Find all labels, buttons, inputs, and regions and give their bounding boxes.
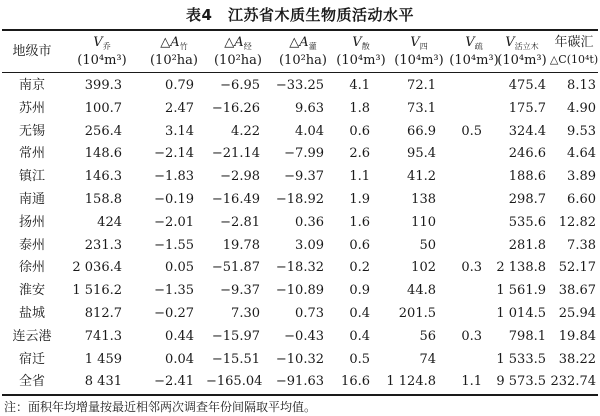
header-v-huolimu: $V_{活立木}$ (10⁴m³) [497,34,547,68]
cell-delta-a-guan: −33.25 [275,78,324,93]
cell-delta-a-guan: −91.63 [275,374,324,390]
cell-delta-a-jing: −15.51 [211,351,260,367]
cell-v-si: 50 [419,237,436,253]
cell-delta-a-guan: −0.43 [284,328,324,344]
header-delta-a-guan: $\triangle A_灌$ (10²ha) [278,34,328,68]
cell-delta-a-zhu: 0.79 [165,78,194,93]
cell-carbon-sink: 8.13 [567,78,596,93]
cell-delta-a-guan: −10.89 [275,283,324,299]
cell-v-huolimu: 798.1 [508,328,546,344]
cell-v-qiao: 146.3 [84,169,122,185]
cell-v-shu: 1.1 [461,374,482,390]
cell-v-san: 0.6 [349,123,370,139]
cell-delta-a-jing: −6.95 [220,78,260,93]
cell-delta-a-zhu: 0.44 [165,328,194,344]
cell-delta-a-zhu: −2.01 [154,214,194,230]
header-city: 地级市 [12,43,52,59]
cell-v-san: 1.8 [349,100,370,116]
table-footnote: 注：面积年均增量按最近相邻两次调查年份间隔取平均值。 [4,400,317,414]
cell-v-si: 44.8 [407,283,436,299]
cell-delta-a-guan: 4.04 [295,123,324,139]
cell-delta-a-zhu: 2.47 [165,100,194,116]
cell-v-huolimu: 246.6 [508,146,546,162]
cell-city-name: 南通 [18,192,45,207]
header-carbon-sink: 年碳汇 △C(10⁴t) [549,35,599,66]
cell-city-name: 南京 [18,78,45,93]
cell-v-huolimu: 9 573.5 [496,374,546,390]
cell-delta-a-zhu: 0.05 [165,260,194,276]
cell-v-si: 1 124.8 [386,374,436,390]
cell-v-qiao: 231.3 [84,237,122,253]
table-bottom-rule [2,394,598,396]
cell-delta-a-jing: −165.04 [206,374,263,390]
cell-delta-a-zhu: −1.83 [154,169,194,185]
cell-v-huolimu: 324.4 [508,123,546,139]
header-delta-a-jing: $\triangle A_经$ (10²ha) [213,34,263,68]
cell-city-name: 苏州 [18,100,45,116]
cell-v-si: 102 [411,260,436,276]
cell-v-shu [452,97,482,120]
cell-v-shu [452,165,482,188]
cell-carbon-sink: 4.64 [567,146,596,162]
cell-carbon-sink: 6.60 [567,192,596,207]
cell-carbon-sink: 38.22 [558,351,596,367]
header-v-qiao: $V_乔$ (10⁴m³) [77,34,127,68]
cell-v-huolimu: 298.7 [508,192,546,207]
header-delta-a-zhu: $\triangle A_竹$ (10²ha) [149,34,199,68]
cell-delta-a-jing: −16.49 [211,192,260,207]
cell-v-san: 2.6 [349,146,370,162]
cell-carbon-sink: 232.74 [550,374,596,390]
cell-v-si: 73.1 [407,100,436,116]
cell-carbon-sink: 12.82 [558,214,596,230]
cell-delta-a-zhu: −2.14 [154,146,194,162]
cell-carbon-sink: 9.53 [567,123,596,139]
cell-v-shu [452,211,482,234]
table-header-rule [2,72,598,73]
cell-v-huolimu: 281.8 [508,237,546,253]
cell-city-name: 盐城 [18,306,45,321]
cell-v-si: 72.1 [407,78,436,93]
cell-delta-a-zhu: −0.19 [154,192,194,207]
cell-delta-a-guan: 3.09 [295,237,324,253]
cell-delta-a-zhu: −1.55 [154,237,194,253]
cell-v-qiao: 1 516.2 [72,283,122,299]
cell-v-san: 1.1 [349,169,370,185]
cell-v-shu [452,348,482,371]
header-v-shu: $V_疏$ (10⁴m³) [449,34,499,68]
cell-v-san: 1.6 [349,214,370,230]
cell-v-shu: 0.5 [461,123,482,139]
cell-city-name: 宿迁 [18,351,45,367]
cell-city-name: 常州 [18,146,45,162]
cell-v-si: 56 [419,328,436,344]
cell-delta-a-jing: −2.98 [220,169,260,185]
cell-v-huolimu: 188.6 [508,169,546,185]
cell-v-huolimu: 175.7 [508,100,546,116]
cell-delta-a-zhu: −2.41 [154,374,194,390]
cell-v-san: 0.9 [349,283,370,299]
cell-delta-a-zhu: −1.35 [154,283,194,299]
cell-delta-a-jing: 19.78 [222,237,260,253]
cell-delta-a-guan: −18.92 [275,192,324,207]
cell-delta-a-guan: −18.32 [275,260,324,276]
cell-v-san: 0.2 [349,260,370,276]
cell-v-huolimu: 1 014.5 [496,306,546,321]
cell-v-shu [452,234,482,257]
cell-v-qiao: 1 459 [84,351,122,367]
cell-delta-a-guan: −9.37 [284,169,324,185]
cell-v-si: 41.2 [407,169,436,185]
cell-v-shu [452,74,482,97]
cell-carbon-sink: 7.38 [567,237,596,253]
cell-carbon-sink: 3.89 [567,169,596,185]
cell-v-si: 201.5 [398,306,436,321]
table-title: 表4 江苏省木质生物质活动水平 [186,6,414,24]
cell-v-san: 4.1 [349,78,370,93]
cell-v-huolimu: 535.6 [508,214,546,230]
cell-city-name: 扬州 [18,214,45,230]
cell-delta-a-jing: 7.30 [231,306,260,321]
cell-delta-a-guan: −7.99 [284,146,324,162]
cell-carbon-sink: 25.94 [558,306,596,321]
cell-delta-a-jing: −16.26 [211,100,260,116]
cell-delta-a-guan: 0.73 [295,306,324,321]
cell-v-shu [452,302,482,325]
cell-carbon-sink: 4.90 [567,100,596,116]
cell-carbon-sink: 52.17 [558,260,596,276]
cell-delta-a-guan: −10.32 [275,351,324,367]
cell-v-huolimu: 2 138.8 [496,260,546,276]
cell-v-si: 95.4 [407,146,436,162]
cell-carbon-sink: 38.67 [558,283,596,299]
cell-v-huolimu: 475.4 [508,78,546,93]
cell-v-si: 74 [419,351,436,367]
cell-v-qiao: 2 036.4 [72,260,122,276]
cell-delta-a-jing: −2.81 [220,214,260,230]
cell-v-san: 0.4 [349,328,370,344]
cell-carbon-sink: 19.84 [558,328,596,344]
cell-city-name: 徐州 [18,260,45,276]
cell-v-qiao: 424 [97,214,122,230]
cell-delta-a-jing: −9.37 [220,283,260,299]
header-v-san: $V_散$ (10⁴m³) [336,34,386,68]
cell-delta-a-guan: 0.36 [295,214,324,230]
cell-city-name: 泰州 [18,237,45,253]
cell-delta-a-jing: −15.97 [211,328,260,344]
cell-v-huolimu: 1 533.5 [496,351,546,367]
cell-v-shu: 0.3 [461,260,482,276]
cell-delta-a-zhu: −0.27 [154,306,194,321]
cell-city-name: 连云港 [12,328,52,344]
cell-v-qiao: 399.3 [84,78,122,93]
cell-v-shu [452,188,482,211]
cell-delta-a-zhu: 3.14 [165,123,194,139]
cell-v-san: 0.4 [349,306,370,321]
cell-v-san: 0.5 [349,351,370,367]
cell-v-shu: 0.3 [461,328,482,344]
header-v-si: $V_四$ (10⁴m³) [394,34,444,68]
cell-v-shu [452,279,482,302]
cell-v-qiao: 158.8 [84,192,122,207]
cell-v-qiao: 8 431 [84,374,122,390]
cell-delta-a-guan: 9.63 [295,100,324,116]
cell-v-qiao: 100.7 [84,100,122,116]
table-top-rule [2,29,598,31]
cell-v-qiao: 741.3 [84,328,122,344]
cell-delta-a-jing: 4.22 [231,123,260,139]
cell-city-name: 镇江 [18,169,45,185]
cell-v-qiao: 812.7 [84,306,122,321]
cell-v-si: 110 [411,214,436,230]
cell-v-huolimu: 1 561.9 [496,283,546,299]
cell-v-si: 138 [411,192,436,207]
cell-v-san: 1.9 [349,192,370,207]
cell-v-san: 0.6 [349,237,370,253]
cell-delta-a-jing: −51.87 [211,260,260,276]
cell-city-name: 无锡 [18,123,45,139]
cell-delta-a-jing: −21.14 [211,146,260,162]
cell-v-shu [452,142,482,165]
cell-v-san: 16.6 [341,374,370,390]
cell-v-si: 66.9 [407,123,436,139]
cell-v-qiao: 256.4 [84,123,122,139]
cell-v-qiao: 148.6 [84,146,122,162]
cell-city-name: 淮安 [18,283,45,299]
cell-delta-a-zhu: 0.04 [165,351,194,367]
cell-city-name: 全省 [18,374,45,390]
